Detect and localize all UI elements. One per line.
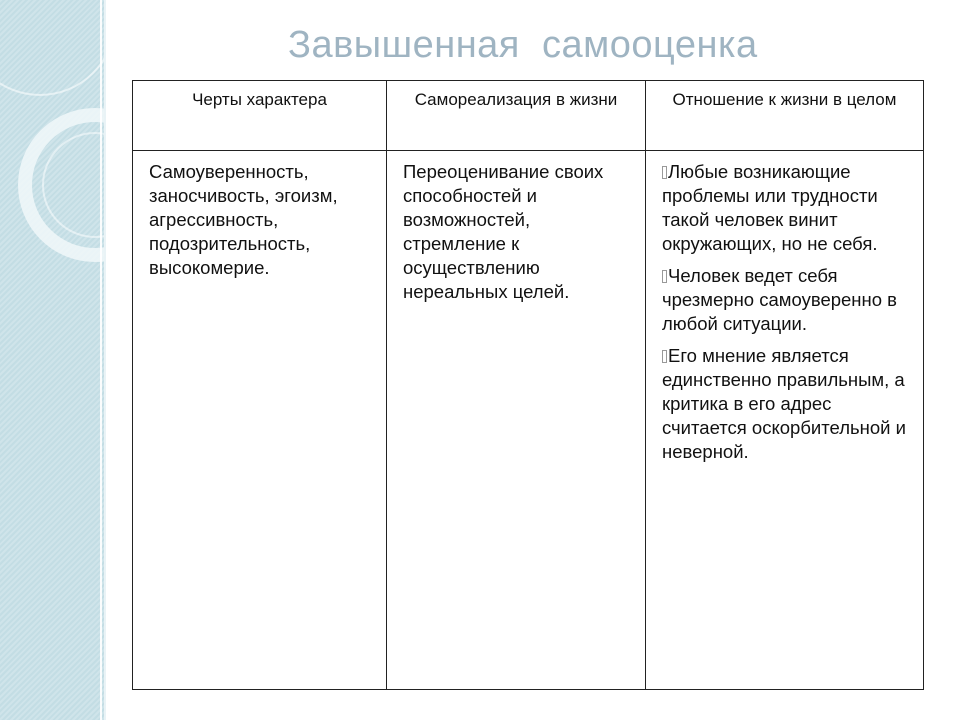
side-divider-line (100, 0, 102, 720)
bullet-icon (662, 166, 667, 179)
list-item: Любые возникающие проблемы или трудности такой человек винит окружающих, но не себя. (662, 161, 878, 254)
header-traits: Черты характера (133, 81, 387, 151)
cell-traits: Самоуверенность, заносчивость, эгоизм, агрессивность, подозрительность, высокомерие. (133, 151, 387, 690)
comparison-table (132, 80, 924, 690)
header-self-realization: Самореализация в жизни (387, 81, 646, 151)
bullet-icon (662, 270, 667, 283)
table-header-row (133, 81, 924, 151)
slide-title: Завышенная самооценка (288, 24, 758, 66)
table-row (133, 151, 924, 690)
bullet-icon (662, 350, 667, 363)
cell-self-realization: Переоценивание своих способностей и возможностей, стремление к осуществлению нереальных целей. (387, 151, 646, 690)
decorative-rings-graphic (0, 0, 106, 720)
list-item: Человек ведет себя чрезмерно самоуверенно в любой ситуации. (662, 265, 897, 334)
side-divider-line (104, 0, 106, 720)
list-item: Его мнение является единственно правильным, а критика в его адрес считается оскорбительной и неверной. (662, 345, 906, 462)
decorative-side-strip (0, 0, 106, 720)
header-attitude-to-life: Отношение к жизни в целом (646, 81, 924, 151)
cell-attitude-to-life (646, 151, 924, 690)
